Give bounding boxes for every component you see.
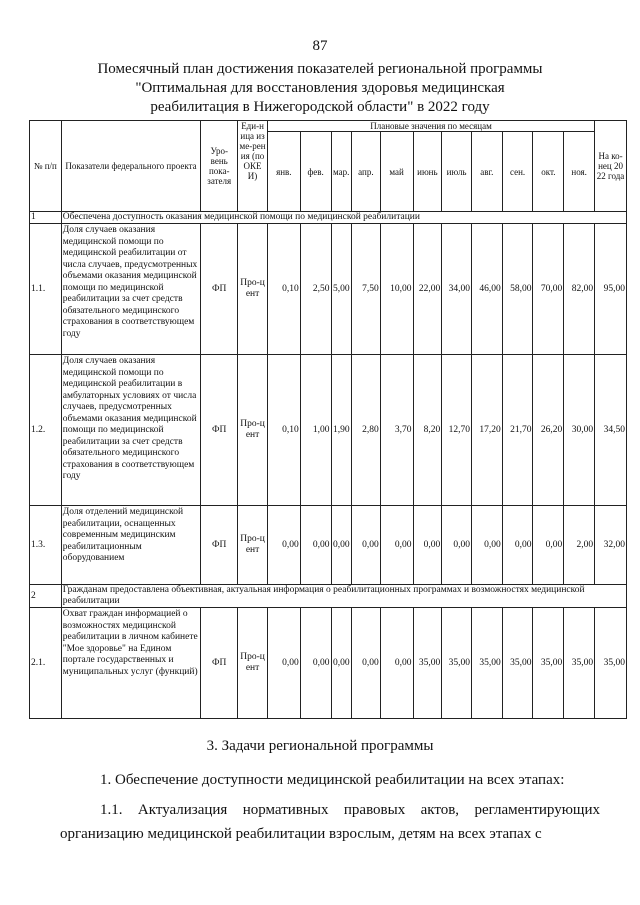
title-line: "Оптимальная для восстановления здоровья медицинская — [135, 80, 505, 96]
page-title — [40, 60, 600, 117]
row-value: 17,20 — [471, 355, 502, 506]
section-num: 1 — [30, 212, 62, 224]
row-value: 34,50 — [595, 355, 627, 506]
row-value: 0,10 — [267, 355, 300, 506]
row-value: 0,10 — [267, 224, 300, 355]
header-month: авг. — [471, 132, 502, 212]
paragraph-2: 1.1. Актуализация нормативных правовых актов, регламентирующих организацию медицинской реабилитации взрослым, детям на всех этапах с — [60, 802, 600, 842]
section-heading: 3. Задачи региональной программы — [206, 738, 434, 754]
row-indicator: Охват граждан информацией о возможностях медицинской реабилитации в личном кабинете "Мое здоровье" на Едином портале государственных и муниципальных услуг (функций) — [61, 608, 200, 719]
row-value: 0,00 — [331, 506, 352, 585]
row-value: 0,00 — [413, 506, 442, 585]
row-unit: Про-цент — [238, 506, 268, 585]
row-value: 35,00 — [413, 608, 442, 719]
row-value: 0,00 — [533, 506, 564, 585]
row-num: 2.1. — [30, 608, 62, 719]
row-value: 46,00 — [471, 224, 502, 355]
section-text: Гражданам предоставлена объективная, актуальная информация о реабилитационных программах и возможностях медицинской реабилитации — [61, 585, 626, 608]
header-month: окт. — [533, 132, 564, 212]
row-unit: Про-цент — [238, 608, 268, 719]
row-value: 0,00 — [380, 506, 413, 585]
row-value: 82,00 — [564, 224, 595, 355]
row-value: 0,00 — [471, 506, 502, 585]
header-level: Уро-вень пока-зателя — [201, 121, 238, 212]
row-value: 21,70 — [502, 355, 533, 506]
row-value: 35,00 — [533, 608, 564, 719]
section-text: Обеспечена доступность оказания медицинской помощи по медицинской реабилитации — [61, 212, 626, 224]
row-value: 30,00 — [564, 355, 595, 506]
row-value: 35,00 — [502, 608, 533, 719]
header-month: май — [380, 132, 413, 212]
section-num: 2 — [30, 585, 62, 608]
row-value: 2,80 — [352, 355, 381, 506]
row-value: 35,00 — [595, 608, 627, 719]
row-value: 2,50 — [300, 224, 331, 355]
row-value: 7,50 — [352, 224, 381, 355]
row-value: 0,00 — [502, 506, 533, 585]
header-month: фев. — [300, 132, 331, 212]
header-row — [30, 121, 627, 132]
row-level: ФП — [201, 608, 238, 719]
row-value: 58,00 — [502, 224, 533, 355]
row-value: 0,00 — [352, 608, 381, 719]
row-num: 1.3. — [30, 506, 62, 585]
header-unit: Еди-ница изме-рения (по ОКЕИ) — [238, 121, 268, 212]
header-month: ноя. — [564, 132, 595, 212]
row-value: 0,00 — [267, 506, 300, 585]
row-value: 3,70 — [380, 355, 413, 506]
row-value: 1,90 — [331, 355, 352, 506]
header-year-end: На ко-нец 2022 года — [595, 121, 627, 212]
row-value: 5,00 — [331, 224, 352, 355]
header-month: янв. — [267, 132, 300, 212]
table-row — [30, 608, 627, 719]
row-unit: Про-цент — [238, 355, 268, 506]
title-line: Помесячный план достижения показателей региональной программы — [97, 61, 543, 77]
row-value: 22,00 — [413, 224, 442, 355]
row-value: 10,00 — [380, 224, 413, 355]
row-value: 34,00 — [442, 224, 472, 355]
row-num: 1.1. — [30, 224, 62, 355]
row-value: 0,00 — [331, 608, 352, 719]
title-line: реабилитация в Нижегородской области" в 2022 году — [150, 99, 490, 115]
row-value: 2,00 — [564, 506, 595, 585]
table-row — [30, 355, 627, 506]
row-value: 35,00 — [564, 608, 595, 719]
row-value: 70,00 — [533, 224, 564, 355]
row-value: 0,00 — [352, 506, 381, 585]
header-month: апр. — [352, 132, 381, 212]
row-value: 0,00 — [380, 608, 413, 719]
row-level: ФП — [201, 355, 238, 506]
header-month: июль — [442, 132, 472, 212]
header-month: мар. — [331, 132, 352, 212]
row-value: 0,00 — [300, 608, 331, 719]
table-row — [30, 506, 627, 585]
row-level: ФП — [201, 506, 238, 585]
row-value: 0,00 — [267, 608, 300, 719]
row-indicator: Доля случаев оказания медицинской помощи по медицинской реабилитации в амбулаторных условиях от числа случаев, предусмотренных объемами оказания медицинской помощи по медицинской реабилитации за счет средств обязательного медицинского страхования в соответствующем году — [61, 355, 200, 506]
row-unit: Про-цент — [238, 224, 268, 355]
header-planned: Плановые значения по месяцам — [267, 121, 594, 132]
row-value: 0,00 — [300, 506, 331, 585]
row-value: 35,00 — [471, 608, 502, 719]
row-value: 8,20 — [413, 355, 442, 506]
row-value: 1,00 — [300, 355, 331, 506]
row-value: 26,20 — [533, 355, 564, 506]
row-value: 32,00 — [595, 506, 627, 585]
row-value: 35,00 — [442, 608, 472, 719]
page-number: 87 — [312, 38, 328, 54]
header-month: июнь — [413, 132, 442, 212]
monthly-plan-table — [29, 120, 627, 719]
table-row — [30, 224, 627, 355]
row-level: ФП — [201, 224, 238, 355]
row-num: 1.2. — [30, 355, 62, 506]
header-month: сен. — [502, 132, 533, 212]
row-value: 12,70 — [442, 355, 472, 506]
row-value: 95,00 — [595, 224, 627, 355]
row-indicator: Доля случаев оказания медицинской помощи по медицинской реабилитации от числа случаев, предусмотренных объемами оказания медицинской помощи по медицинской реабилитации за счет средств обязательного медицинского страхования в соответствующем году — [61, 224, 200, 355]
section-row — [30, 585, 627, 608]
header-num: № п/п — [30, 121, 62, 212]
section-row — [30, 212, 627, 224]
header-indicator: Показатели федерального проекта — [61, 121, 200, 212]
row-value: 0,00 — [442, 506, 472, 585]
paragraph-1: 1. Обеспечение доступности медицинской реабилитации на всех этапах: — [100, 772, 565, 788]
row-indicator: Доля отделений медицинской реабилитации, оснащенных современным медицинским реабилитационным оборудованием — [61, 506, 200, 585]
